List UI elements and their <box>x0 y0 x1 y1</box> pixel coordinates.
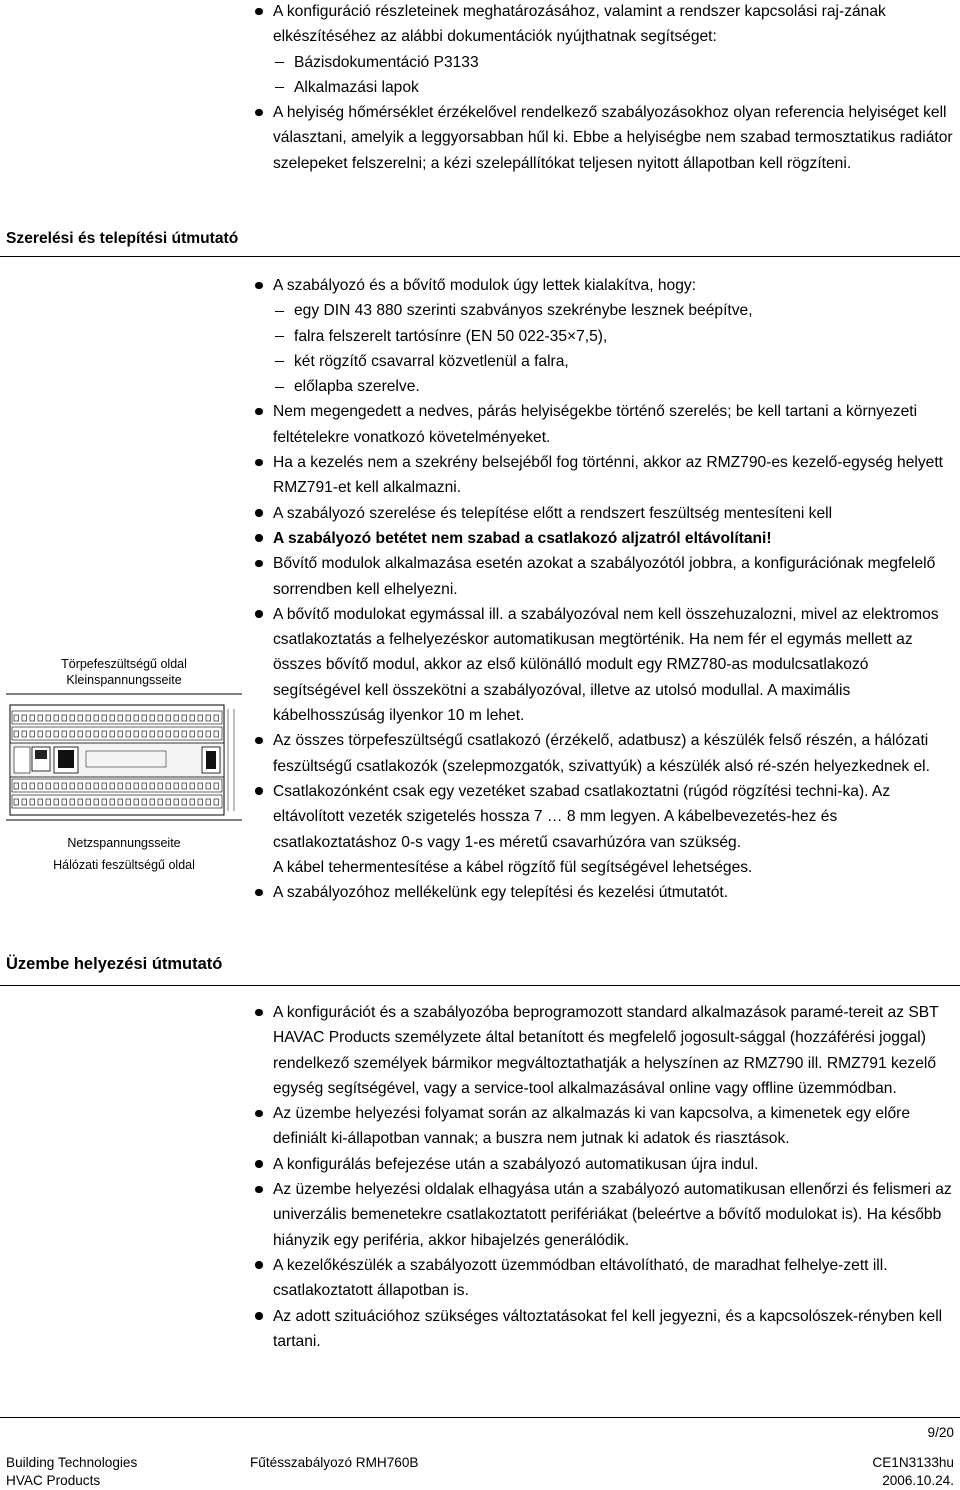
commission-heading-text: Üzembe helyezési útmutató <box>6 955 223 973</box>
terminal-screw-icon <box>94 799 99 805</box>
list-item: A konfigurációt és a szabályozóba beprogramozott standard alkalmazások paramé-tereit az SBT HAVAC Products személyzete által betanított és megfelelő jogosult-sággal (hozzáférési joggal) rendelkező személyek bármikor megváltoztathatják a helyszínen az RMZ790 ill. RMZ791 kezelő egység segítségével, vagy a service-tool alkalmazásával online vagy offline üzemmódban. <box>254 1000 958 1101</box>
sub-list-item: két rögzítő csavarral közvetlenül a falra, <box>273 349 958 374</box>
page-number: 9/20 <box>927 1425 954 1440</box>
terminal-screw-icon <box>54 799 59 805</box>
intro-item-1: A konfiguráció részleteinek meghatározásához, valamint a rendszer kapcsolási raj-zának elkészítéséhez az alábbi dokumentációk nyújthatnak segítséget: <box>273 3 886 46</box>
terminal-screw-icon <box>54 731 59 737</box>
list-item: Bővítő modulok alkalmazása esetén azokat a szabályozótól jobbra, a konfigurációnak megfelelő sorrendben kell elhelyezni. <box>254 551 958 602</box>
terminal-screw-icon <box>126 715 131 721</box>
terminal-screw-icon <box>166 731 171 737</box>
terminal-screw-icon <box>54 783 59 789</box>
terminal-screw-icon <box>70 731 75 737</box>
terminal-screw-icon <box>110 715 115 721</box>
terminal-screw-icon <box>86 715 91 721</box>
page-footer <box>0 1417 960 1490</box>
list-item: Csatlakozónként csak egy vezetéket szabad csatlakoztatni (rúgód rögzítési techni-ka). Az eltávolított vezeték szigetelés hossza 7 … 8 mm legyen. A kábelbevezetés-hez és csatlakoztatáshoz 0-s vagy 1-es méretű csavarhúzóra van szükség. A kábel tehermentesítése a kábel rögzítő fül segítségével lehetséges. <box>254 779 958 880</box>
terminal-screw-icon <box>102 783 107 789</box>
terminal-screw-icon <box>118 731 123 737</box>
terminal-screw-icon <box>86 783 91 789</box>
terminal-screw-icon <box>22 731 27 737</box>
terminal-screw-icon <box>102 715 107 721</box>
terminal-screw-icon <box>198 715 203 721</box>
terminal-screw-icon <box>214 799 219 805</box>
list-item: A bővítő modulokat egymással ill. a szabályozóval nem kell összehuzalozni, mivel az elektromos csatlakoztatás a felhelyezéskor automatikusan megtörténik. Ha nem fér el egymás mellett az összes bővítő modul, akkor az első különálló modult egy RMZ780-as modulcsatlakozó segítségével kell összekötni a szabályozóval, illetve az utolsó modullal. A maximális kábelhosszúság ilyenkor 10 m lehet. <box>254 602 958 728</box>
terminal-screw-icon <box>94 783 99 789</box>
terminal-screw-icon <box>134 715 139 721</box>
terminal-screw-icon <box>102 731 107 737</box>
terminal-screw-icon <box>214 783 219 789</box>
terminal-screw-icon <box>150 731 155 737</box>
terminal-screw-icon <box>54 715 59 721</box>
figure-label-bottom-de: Netzspannungsseite <box>67 836 181 850</box>
terminal-screw-icon <box>190 731 195 737</box>
terminal-screw-icon <box>46 731 51 737</box>
terminal-screw-icon <box>22 799 27 805</box>
terminal-screw-icon <box>174 783 179 789</box>
terminal-screw-icon <box>182 715 187 721</box>
terminal-screw-icon <box>182 783 187 789</box>
list-item: A kezelőkészülék a szabályozott üzemmódban eltávolítható, de maradhat felhelye-zett ill. csatlakoztatott állapotban is. <box>254 1253 958 1304</box>
terminal-screw-icon <box>198 799 203 805</box>
commission-heading <box>0 955 960 974</box>
terminal-screw-icon <box>118 715 123 721</box>
terminal-screw-icon <box>166 715 171 721</box>
terminal-screw-icon <box>174 799 179 805</box>
terminal-screw-icon <box>158 799 163 805</box>
list-item: Nem megengedett a nedves, párás helyiségekbe történő szerelés; be kell tartani a környezeti feltételekre vonatkozó követelményeket. <box>254 399 958 450</box>
terminal-screw-icon <box>142 783 147 789</box>
sub-list-item: előlapba szerelve. <box>273 374 958 399</box>
terminal-screw-icon <box>78 783 83 789</box>
terminal-screw-icon <box>94 731 99 737</box>
terminal-screw-icon <box>126 799 131 805</box>
install-heading-text: Szerelési és telepítési útmutató <box>6 230 239 247</box>
terminal-screw-icon <box>190 783 195 789</box>
terminal-screw-icon <box>206 715 211 721</box>
terminal-screw-icon <box>174 731 179 737</box>
terminal-screw-icon <box>198 731 203 737</box>
terminal-screw-icon <box>38 715 43 721</box>
terminal-screw-icon <box>94 715 99 721</box>
terminal-screw-icon <box>62 783 67 789</box>
list-item: A szabályozó és a bővítő modulok úgy lettek kialakítva, hogy: egy DIN 43 880 szerinti szabványos szekrénybe lesznek beépítve, falra felszerelt tartósínre (EN 50 022-35×7,5), két rögzítő csavarral közvetlenül a falra, előlapba szerelve. <box>254 273 958 399</box>
terminal-screw-icon <box>134 799 139 805</box>
list-item <box>254 0 958 100</box>
heading-rule <box>0 985 960 986</box>
terminal-screw-icon <box>166 799 171 805</box>
terminal-screw-icon <box>78 731 83 737</box>
sub-list-item: Bázisdokumentáció P3133 <box>273 50 958 75</box>
terminal-screw-icon <box>38 731 43 737</box>
terminal-screw-icon <box>110 783 115 789</box>
terminal-screw-icon <box>142 799 147 805</box>
terminal-screw-icon <box>70 799 75 805</box>
terminal-screw-icon <box>14 783 19 789</box>
list-item: A szabályozó szerelése és telepítése előtt a rendszert feszültség mentesíteni kell <box>254 501 958 526</box>
list-item-continuation: A kábel tehermentesítése a kábel rögzítő fül segítségével lehetséges. <box>273 858 753 876</box>
terminal-screw-icon <box>150 715 155 721</box>
footer-product: Fűtésszabályozó RMH760B <box>250 1455 419 1470</box>
list-item: A szabályozó betétet nem szabad a csatlakozó aljzatról eltávolítani! <box>254 526 958 551</box>
terminal-screw-icon <box>134 783 139 789</box>
terminal-screw-icon <box>158 731 163 737</box>
list-item: Az üzembe helyezési oldalak elhagyása után a szabályozó automatikusan ellenőrzi és felismeri az univerzális bemenetekre csatlakoztatott perifériákat (beleértve a bővítő modulokat is). Ha később hiányzik egy periféria, akkor hibajelzés generálódik. <box>254 1177 958 1253</box>
terminal-screw-icon <box>46 799 51 805</box>
list-item: A helyiség hőmérséklet érzékelővel rendelkező szabályozásokhoz olyan referencia helyiséget kell választani, amelyik a leggyorsabban hűl ki. Ebbe a helyiségbe nem szabad termosztatikus radiátor szelepeket felszerelni; a kézi szelepállítókat teljesen nyitott állapotban kell rögzíteni. <box>254 100 958 176</box>
terminal-screw-icon <box>158 715 163 721</box>
terminal-screw-icon <box>206 799 211 805</box>
terminal-screw-icon <box>190 715 195 721</box>
footer-doc-id: CE1N3133hu <box>872 1455 954 1470</box>
sub-list-item: Alkalmazási lapok <box>273 75 958 100</box>
terminal-screw-icon <box>102 799 107 805</box>
terminal-screw-icon <box>126 731 131 737</box>
terminal-screw-icon <box>70 783 75 789</box>
terminal-screw-icon <box>62 715 67 721</box>
terminal-screw-icon <box>30 783 35 789</box>
terminal-screw-icon <box>142 715 147 721</box>
terminal-screw-icon <box>134 731 139 737</box>
terminal-screw-icon <box>118 799 123 805</box>
footer-division: HVAC Products <box>6 1473 101 1488</box>
terminal-screw-icon <box>14 799 19 805</box>
terminal-screw-icon <box>110 799 115 805</box>
install-section <box>254 273 958 905</box>
terminal-screw-icon <box>142 731 147 737</box>
list-item: Az összes törpefeszültségű csatlakozó (érzékelő, adatbusz) a készülék felső részén, a hálózati feszültségű csatlakozók (szelepmozgatók, szivattyúk) a készülék alsó ré-szén helyezkednek el. <box>254 728 958 779</box>
terminal-screw-icon <box>206 731 211 737</box>
install-heading <box>0 230 960 248</box>
list-item: Ha a kezelés nem a szekrény belsejéből fog történni, akkor az RMZ790-es kezelő-egység helyett RMZ791-et kell alkalmazni. <box>254 450 958 501</box>
terminal-screw-icon <box>22 715 27 721</box>
terminal-screw-icon <box>118 783 123 789</box>
terminal-screw-icon <box>46 715 51 721</box>
figure-label-bottom-hu: Hálózati feszültségű oldal <box>53 858 195 872</box>
terminal-screw-icon <box>190 799 195 805</box>
terminal-screw-icon <box>70 715 75 721</box>
terminal-screw-icon <box>62 799 67 805</box>
terminal-screw-icon <box>214 715 219 721</box>
terminal-screw-icon <box>46 783 51 789</box>
terminal-screw-icon <box>14 731 19 737</box>
figure-label-top-de: Kleinspannungsseite <box>66 673 182 687</box>
terminal-screw-icon <box>182 731 187 737</box>
list-item: Az üzembe helyezési folyamat során az alkalmazás ki van kapcsolva, a kimenetek egy előre definiált ki-állapotban vannak; a buszra nem jutnak ki adatok és riasztások. <box>254 1101 958 1152</box>
footer-rule <box>0 1417 960 1418</box>
terminal-screw-icon <box>158 783 163 789</box>
controller-device-drawing <box>6 691 242 823</box>
terminal-screw-icon <box>62 731 67 737</box>
terminal-screw-icon <box>78 715 83 721</box>
terminal-screw-icon <box>38 783 43 789</box>
heading-rule <box>0 256 960 257</box>
terminal-screw-icon <box>30 799 35 805</box>
list-item: Az adott szituációhoz szükséges változtatásokat fel kell jegyezni, és a kapcsolószek-rényben kell tartani. <box>254 1304 958 1355</box>
sub-list-item: falra felszerelt tartósínre (EN 50 022-35×7,5), <box>273 324 958 349</box>
list-item: A szabályozóhoz mellékelünk egy telepítési és kezelési útmutatót. <box>254 880 958 905</box>
footer-date: 2006.10.24. <box>882 1473 954 1488</box>
terminal-screw-icon <box>30 715 35 721</box>
terminal-screw-icon <box>86 799 91 805</box>
sub-list-item: egy DIN 43 880 szerinti szabványos szekrénybe lesznek beépítve, <box>273 298 958 323</box>
terminal-screw-icon <box>206 783 211 789</box>
intro-section <box>254 0 958 176</box>
footer-company: Building Technologies <box>6 1455 138 1470</box>
terminal-screw-icon <box>110 731 115 737</box>
commission-section <box>254 1000 958 1354</box>
terminal-screw-icon <box>150 799 155 805</box>
terminal-screw-icon <box>150 783 155 789</box>
terminal-screw-icon <box>78 799 83 805</box>
terminal-screw-icon <box>126 783 131 789</box>
terminal-screw-icon <box>198 783 203 789</box>
figure-label-top-hu: Törpefeszültségű oldal <box>61 657 187 671</box>
device-figure <box>6 655 242 875</box>
terminal-screw-icon <box>182 799 187 805</box>
terminal-screw-icon <box>30 731 35 737</box>
terminal-screw-icon <box>166 783 171 789</box>
terminal-screw-icon <box>174 715 179 721</box>
list-item: A konfigurálás befejezése után a szabályozó automatikusan újra indul. <box>254 1152 958 1177</box>
terminal-screw-icon <box>14 715 19 721</box>
terminal-screw-icon <box>214 731 219 737</box>
terminal-screw-icon <box>86 731 91 737</box>
terminal-screw-icon <box>38 799 43 805</box>
terminal-screw-icon <box>22 783 27 789</box>
